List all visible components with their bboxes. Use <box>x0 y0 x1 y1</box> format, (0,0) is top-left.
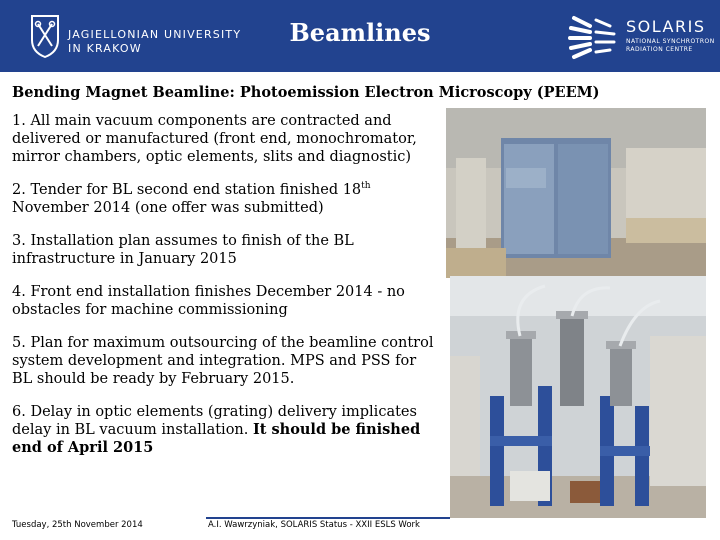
hutch-photo <box>446 108 706 278</box>
list-item: 3. Installation plan assumes to finish of the BL infrastructure in January 2015 <box>12 233 354 267</box>
list-item: 1. All main vacuum components are contracted and delivered or manufactured (front end, monochromator, mirror chambers, optic elements, slits and diagnostic) <box>12 113 417 165</box>
vacuum-chambers-photo <box>450 276 706 518</box>
solaris-logo-icon <box>568 12 618 62</box>
list-item: 6. Delay in optic elements (grating) delivery implicates delay in BL vacuum installation. It should be finished end of April 2015 <box>12 404 421 456</box>
brand-subtitle <box>626 38 715 54</box>
page-title: Beamlines <box>289 18 431 47</box>
brand-subtitle-line: NATIONAL SYNCHROTRON <box>626 38 715 45</box>
list-item: 2. Tender for BL second end station finished 18th November 2014 (one offer was submitted) <box>12 181 371 216</box>
footer-date: Tuesday, 25th November 2014 <box>12 520 143 530</box>
slide-subtitle: Bending Magnet Beamline: Photoemission Electron Microscopy (PEEM) <box>12 84 600 101</box>
footer-divider <box>206 517 450 519</box>
header-bar <box>0 0 720 72</box>
university-name-line: JAGIELLONIAN UNIVERSITY <box>68 28 242 41</box>
brand-name: SOLARIS <box>626 17 706 36</box>
list-item: 5. Plan for maximum outsourcing of the beamline control system development and integration. MPS and PSS for BL should be ready by February 2015. <box>12 335 434 387</box>
brand-subtitle-line: RADIATION CENTRE <box>626 46 693 53</box>
list-item: 4. Front end installation finishes December 2014 - no obstacles for machine commissioning <box>12 284 405 318</box>
bullet-list <box>12 112 437 472</box>
footer-author: A.I. Wawrzyniak, SOLARIS Status - XXII ESLS Work <box>208 520 420 530</box>
university-name-line: IN KRAKOW <box>68 42 142 55</box>
